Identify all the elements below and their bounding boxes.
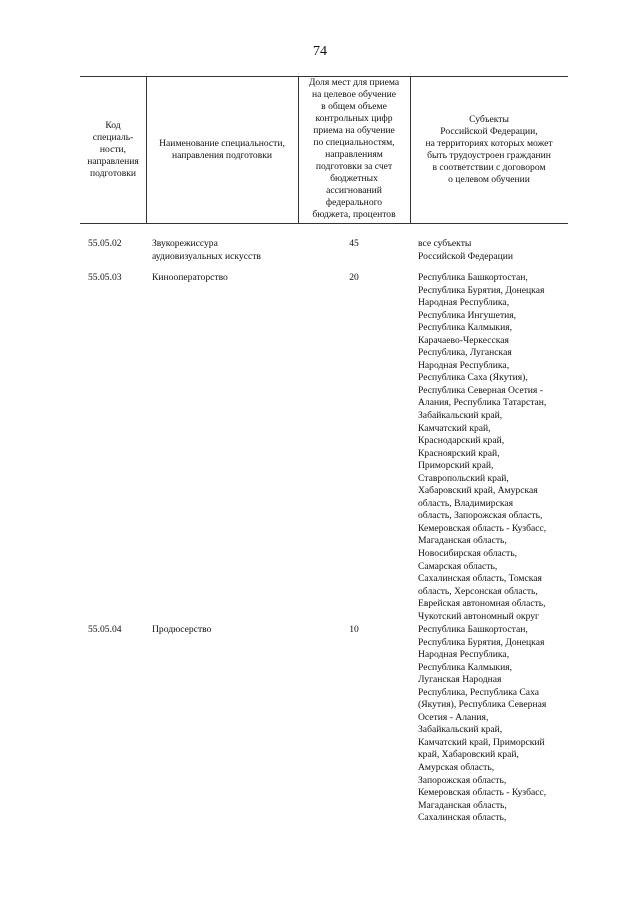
row-subject-line: (Якутия), Республика Северная (418, 699, 547, 711)
header-share-line: федерального (325, 197, 383, 208)
row-code: 55.05.03 (88, 272, 122, 283)
row-subject-line: Кемеровская область - Кузбасс, (418, 522, 547, 534)
header-share (298, 77, 410, 221)
header-share-line: ассигнований (326, 185, 382, 196)
header-subjects-line: о целевом обучении (448, 174, 530, 185)
row-name-line: аудиовизуальных искусств (152, 250, 261, 262)
row-subjects (418, 272, 546, 623)
row-subject-line: Красноярский край, (418, 447, 500, 459)
row-subject-line: Республика Башкортостан, (418, 272, 528, 283)
header-subjects-line: на территориях которых может (425, 138, 553, 149)
row-subject-line: область, Запорожская область, (418, 510, 543, 522)
row-subject-line: Магаданская область, (418, 535, 507, 547)
row-subjects (418, 624, 546, 825)
row-subject-line: Камчатский край, (418, 422, 491, 434)
row-subject-line: Республика, Республика Саха (418, 686, 539, 698)
header-code-line: направления (87, 156, 139, 167)
header-share-line: направлениям (325, 149, 383, 160)
header-share-line: бюджетных (330, 173, 378, 184)
header-share-line: в общем объеме (321, 101, 387, 112)
header-subjects (410, 114, 568, 186)
row-subject-line: Приморский край, (418, 460, 494, 472)
row-subject-line: Республика Башкортостан, (418, 624, 528, 635)
row-subject-line: Новосибирская область, (418, 548, 517, 560)
row-name (152, 272, 228, 285)
header-share-line: Доля мест для приема (308, 77, 400, 88)
row-subject-line: Сахалинская область, (418, 812, 507, 824)
row-subject-line: Забайкальский край, (418, 410, 503, 422)
row-subject-line: Республика, Луганская (418, 347, 512, 359)
row-subject-line: Республика Ингушетия, (418, 309, 517, 321)
row-code: 55.05.04 (88, 624, 122, 635)
header-subjects-line: быть трудоустроен гражданин (427, 150, 551, 161)
header-subjects-line: Субъекты (469, 114, 509, 125)
header-share-line: на целевое обучение (312, 89, 396, 100)
row-subject-line: Российской Федерации (418, 250, 513, 262)
row-subject-line: Республика Северная Осетия - (418, 384, 543, 396)
row-subject-line: Республика Калмыкия, (418, 661, 513, 673)
row-subject-line: Хабаровский край, Амурская (418, 485, 538, 497)
row-subject-line: Карачаево-Черкесская (418, 334, 509, 346)
header-code-line: ности, (99, 144, 127, 155)
row-subjects (418, 238, 513, 263)
row-name (152, 624, 211, 637)
row-subject-line: Луганская Народная (418, 674, 502, 686)
row-subject-line: Ставропольский край, (418, 472, 509, 484)
header-share-line: контрольных цифр (315, 113, 393, 124)
row-subject-line: Народная Республика, (418, 297, 510, 309)
header-code-line: подготовки (89, 168, 137, 179)
header-share-line: подготовки за счет (315, 161, 393, 172)
row-subject-line: Запорожская область, (418, 774, 507, 786)
row-subject-line: область, Владимирская (418, 497, 514, 509)
row-share: 45 (349, 238, 359, 249)
header-name-line: направления подготовки (171, 150, 273, 161)
header-name (146, 138, 298, 162)
row-subject-line: Самарская область, (418, 560, 498, 572)
row-name-line: Кинооператорство (152, 272, 228, 283)
row-subject-line: область, Херсонская область, (418, 585, 538, 597)
page-number: 74 (313, 44, 327, 59)
row-name (152, 238, 261, 263)
row-code: 55.05.02 (88, 238, 122, 249)
header-share-line: приема на обучение (313, 125, 395, 136)
row-subject-line: Сахалинская область, Томская (418, 573, 542, 585)
row-name-line: Продюсерство (152, 624, 212, 635)
row-subject-line: Республика Бурятия, Донецкая (418, 636, 545, 648)
row-subject-line: Республика Бурятия, Донецкая (418, 284, 545, 296)
row-subject-line: Амурская область, (418, 762, 495, 774)
row-subject-line: Еврейская автономная область, (418, 598, 546, 610)
row-subject-line: Народная Республика, (418, 359, 510, 371)
header-bottom-border (80, 223, 568, 224)
header-subjects-line: Российской Федерации, (440, 126, 538, 137)
row-subject-line: Камчатский край, Приморский (418, 736, 545, 748)
header-code-line: специаль- (92, 132, 134, 143)
row-subject-line: все субъекты (418, 238, 472, 249)
row-subject-line: Кемеровская область - Кузбасс, (418, 787, 547, 799)
header-code (80, 120, 146, 180)
header-share-line: по специальностям, (313, 137, 395, 148)
row-subject-line: край, Хабаровский край, (418, 749, 519, 761)
row-subject-line: Народная Республика, (418, 649, 510, 661)
row-subject-line: Чукотский автономный округ (418, 610, 539, 622)
row-subject-line: Осетия - Алания, (418, 711, 489, 723)
row-share: 10 (349, 624, 359, 635)
row-subject-line: Магаданская область, (418, 799, 507, 811)
row-subject-line: Республика Саха (Якутия), (418, 372, 528, 384)
header-subjects-line: в соответствии с договором (432, 162, 546, 173)
row-subject-line: Алания, Республика Татарстан, (418, 397, 547, 409)
row-subject-line: Забайкальский край, (418, 724, 503, 736)
header-name-line: Наименование специальности, (159, 138, 285, 149)
row-share: 20 (349, 272, 359, 283)
row-subject-line: Республика Калмыкия, (418, 322, 513, 334)
header-share-line: бюджета, процентов (312, 209, 396, 220)
header-code-line: Код (105, 120, 121, 131)
row-name-line: Звукорежиссура (152, 238, 218, 249)
row-subject-line: Краснодарский край, (418, 435, 505, 447)
